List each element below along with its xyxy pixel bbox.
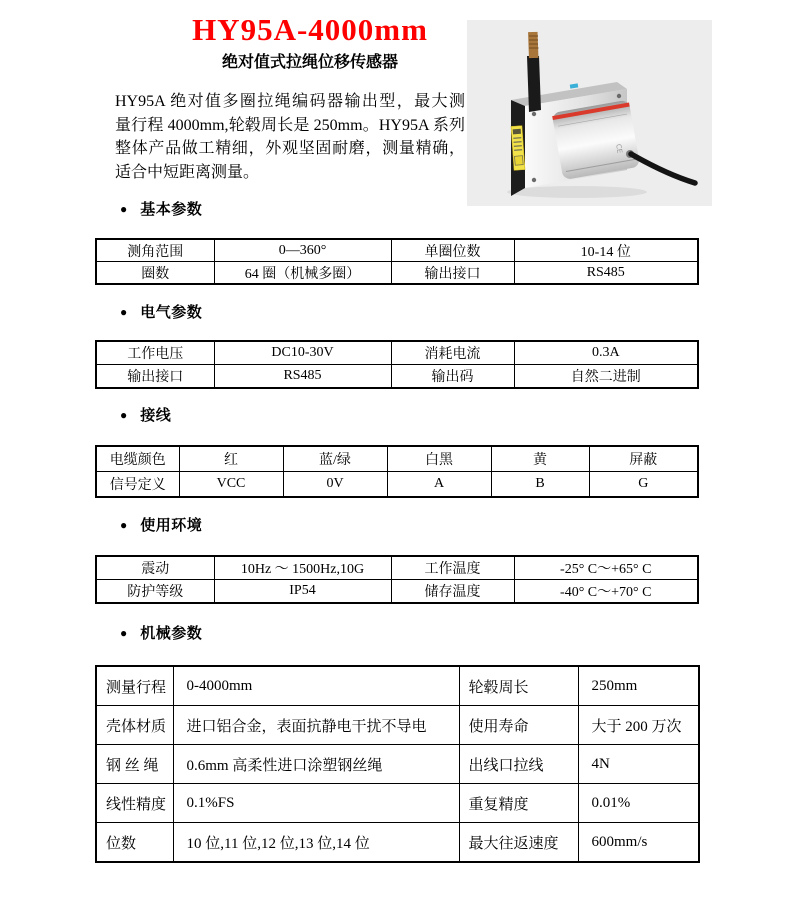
table-row <box>96 472 698 498</box>
table-row <box>96 666 699 706</box>
section-title: 接线 <box>140 407 172 424</box>
section-basic-params <box>120 200 202 218</box>
param-value-cell: 0—360° <box>214 239 391 262</box>
param-value-cell: 0-4000mm <box>173 666 459 706</box>
section-title: 基本参数 <box>140 201 203 218</box>
section-mechanical-params <box>120 624 202 642</box>
page-subtitle: 绝对值式拉绳位移传感器 <box>221 54 398 71</box>
param-value-cell: 0.1%FS <box>173 784 459 823</box>
bullet-icon: ● <box>120 202 128 216</box>
section-title: 机械参数 <box>140 625 203 642</box>
param-label-cell: 钢 丝 绳 <box>96 745 173 784</box>
param-label-cell: 圈数 <box>96 262 214 285</box>
sensor-drum <box>552 100 641 181</box>
param-value-cell: 大于 200 万次 <box>578 706 699 745</box>
param-value-cell: 64 圈（机械多圈） <box>214 262 391 285</box>
table-row <box>96 365 698 389</box>
table-row <box>96 239 698 262</box>
param-value-cell: RS485 <box>514 262 698 285</box>
section-title: 电气参数 <box>140 304 203 321</box>
param-value-cell: 4N <box>578 745 699 784</box>
param-value-cell: 0.3A <box>514 341 698 365</box>
table-row <box>96 745 699 784</box>
param-value-cell: 0.01% <box>578 784 699 823</box>
table-row <box>96 262 698 285</box>
param-value-cell: 10Hz ～ 1500Hz,10G <box>214 556 391 580</box>
param-label-cell: 轮毂周长 <box>459 666 578 706</box>
param-value-cell: 蓝/绿 <box>283 446 387 472</box>
param-value-cell: RS485 <box>214 365 391 389</box>
param-value-cell: 红 <box>179 446 283 472</box>
param-label-cell: 测角范围 <box>96 239 214 262</box>
bullet-icon: ● <box>120 518 128 532</box>
table-row <box>96 446 698 472</box>
electrical-params-table <box>95 340 699 389</box>
param-label-cell: 重复精度 <box>459 784 578 823</box>
product-photo <box>467 20 712 206</box>
param-value-cell: 白黑 <box>387 446 491 472</box>
param-label-cell: 壳体材质 <box>96 706 173 745</box>
param-label-cell: 最大往返速度 <box>459 823 578 863</box>
param-value-cell: 10-14 位 <box>514 239 698 262</box>
bullet-icon: ● <box>120 626 128 640</box>
table-row <box>96 341 698 365</box>
wiring-table <box>95 445 699 498</box>
param-value-cell: IP54 <box>214 580 391 604</box>
param-value-cell: DC10-30V <box>214 341 391 365</box>
param-value-cell: B <box>491 472 589 498</box>
description-line: 整体产品做工精细，外观坚固耐磨，测量精确， <box>115 140 465 157</box>
param-value-cell: 黄 <box>491 446 589 472</box>
param-value-cell: 0.6mm 高柔性进口涂塑钢丝绳 <box>173 745 459 784</box>
table-row <box>96 556 698 580</box>
param-label-cell: 输出接口 <box>391 262 514 285</box>
param-label-cell: 工作电压 <box>96 341 214 365</box>
param-label-cell: 消耗电流 <box>391 341 514 365</box>
bullet-icon: ● <box>120 408 128 422</box>
param-value-cell: 250mm <box>578 666 699 706</box>
param-label-cell: 使用寿命 <box>459 706 578 745</box>
param-value-cell: VCC <box>179 472 283 498</box>
description-line: 量行程 4000mm,轮毂周长是 250mm。HY95A 系列 <box>115 116 465 134</box>
table-row <box>96 784 699 823</box>
table-row <box>96 580 698 604</box>
table-row <box>96 823 699 863</box>
description-line: HY95A 绝对值多圈拉绳编码器输出型，最大测 <box>115 93 465 110</box>
mechanical-params-table <box>95 665 700 863</box>
shadow <box>507 186 647 198</box>
basic-params-table <box>95 238 699 285</box>
param-label-cell: 电缆颜色 <box>96 446 179 472</box>
table-row <box>96 706 699 745</box>
param-label-cell: 信号定义 <box>96 472 179 498</box>
param-label-cell: 输出码 <box>391 365 514 389</box>
param-label-cell: 输出接口 <box>96 365 214 389</box>
param-value-cell: 进口铝合金，表面抗静电干扰不导电 <box>173 706 459 745</box>
header <box>95 12 525 74</box>
param-label-cell: 位数 <box>96 823 173 863</box>
svg-text:CE: CE <box>614 143 624 154</box>
param-label-cell: 震动 <box>96 556 214 580</box>
environment-table <box>95 555 699 604</box>
param-value-cell: 自然二进制 <box>514 365 698 389</box>
param-label-cell: 防护等级 <box>96 580 214 604</box>
page-title: HY95A-4000mm <box>192 12 428 47</box>
section-title: 使用环境 <box>140 517 203 534</box>
param-value-cell: G <box>589 472 698 498</box>
param-value-cell: -25° C～+65° C <box>514 556 698 580</box>
section-environment <box>120 516 202 534</box>
param-label-cell: 线性精度 <box>96 784 173 823</box>
param-label-cell: 工作温度 <box>391 556 514 580</box>
section-electrical-params <box>120 303 202 321</box>
param-value-cell: A <box>387 472 491 498</box>
param-label-cell: 出线口拉线 <box>459 745 578 784</box>
description-line: 适合中短距离测量。 <box>115 163 260 181</box>
param-label-cell: 测量行程 <box>96 666 173 706</box>
param-label-cell: 储存温度 <box>391 580 514 604</box>
param-value-cell: 10 位,11 位,12 位,13 位,14 位 <box>173 823 459 863</box>
param-label-cell: 单圈位数 <box>391 239 514 262</box>
param-value-cell: 600mm/s <box>578 823 699 863</box>
product-description <box>115 90 465 184</box>
param-value-cell: 0V <box>283 472 387 498</box>
param-value-cell: 屏蔽 <box>589 446 698 472</box>
bullet-icon: ● <box>120 305 128 319</box>
section-wiring <box>120 406 171 424</box>
param-value-cell: -40° C～+70° C <box>514 580 698 604</box>
